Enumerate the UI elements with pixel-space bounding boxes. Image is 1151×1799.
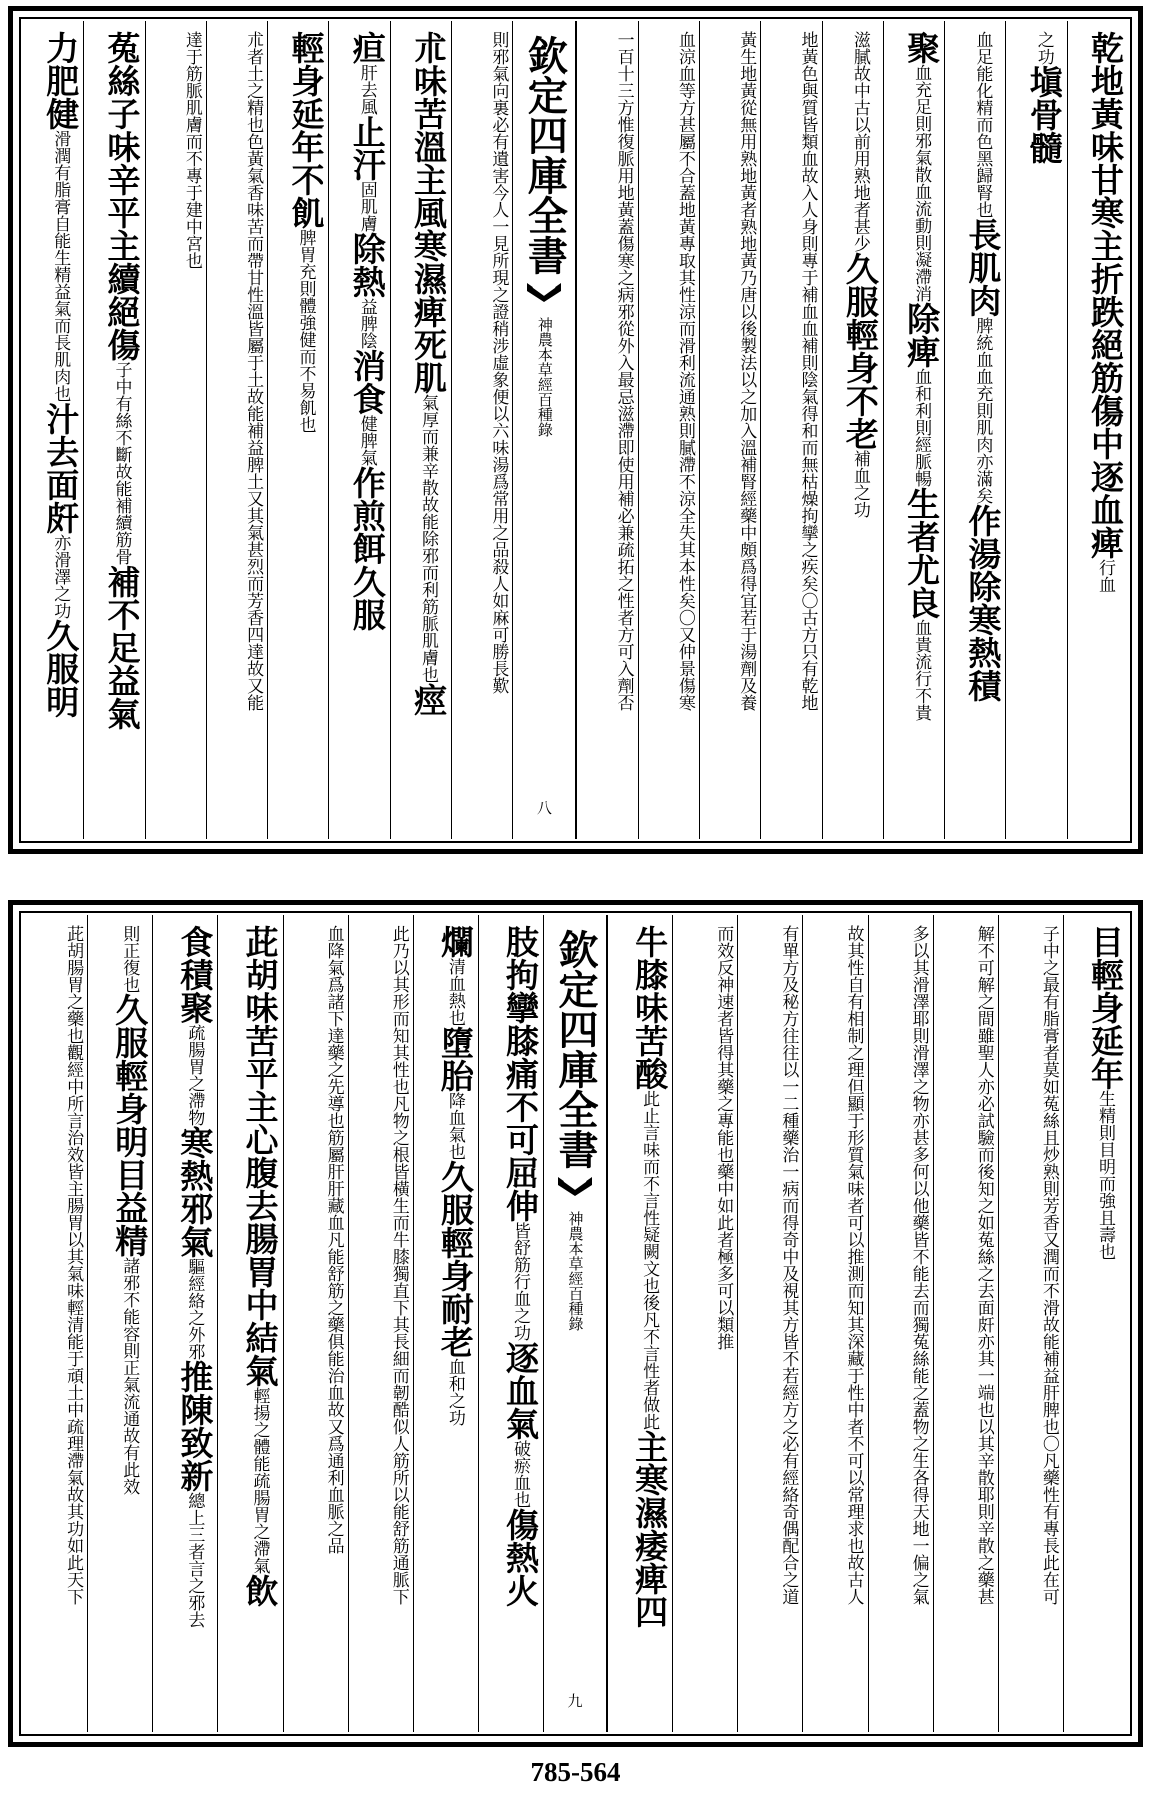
main-text-segment: 目輕身延年 xyxy=(1086,925,1125,1090)
text-column xyxy=(267,21,328,839)
text-column xyxy=(1005,21,1066,839)
commentary-text-segment: 有單方及秘方往往以一二種藥治一病而得奇中及視其方皆不若經方之必有經絡奇偶配合之道 xyxy=(778,925,799,1605)
commentary-text-segment: 行血 xyxy=(1095,559,1115,593)
main-text-segment: 爛 xyxy=(435,925,475,958)
main-text-segment: 塡骨髓 xyxy=(1024,65,1064,164)
main-text-segment: 食積聚 xyxy=(175,925,215,1024)
commentary-text-segment: 此止言味而不言性疑闕文也後凡不言性者做此 xyxy=(639,1090,660,1430)
commentary-text-segment: 滋膩故中古以前用熟地者甚少 xyxy=(849,31,870,252)
fish-tail-mark-icon xyxy=(556,1175,594,1197)
commentary-text-segment: 皆舒筋行血之功 xyxy=(510,1222,530,1341)
commentary-text-segment: 亦滑澤之功 xyxy=(50,534,71,619)
commentary-text-segment: 生精則目明而強且壽也 xyxy=(1095,1090,1115,1260)
text-column xyxy=(944,21,1005,839)
commentary-text-segment: 此乃以其形而知其性也凡物之根皆橫生而牛膝獨直下其長細而韌酷似人筋所以能舒筋通脈下 xyxy=(388,925,409,1605)
main-text-segment: 止汗 xyxy=(347,115,387,181)
center-margin-column xyxy=(543,915,607,1732)
text-columns-top xyxy=(23,21,1128,839)
page-panel-top xyxy=(8,6,1143,854)
folio-number: 八 xyxy=(534,800,553,815)
text-column xyxy=(283,915,348,1732)
text-column xyxy=(328,21,389,839)
commentary-text-segment: 達于筋脈肌膚而不專于建中宮也 xyxy=(181,31,202,269)
main-text-segment: 寒熱邪氣 xyxy=(175,1126,215,1258)
commentary-text-segment: 則邪氣向裏必有遺害今人一見所現之證稍涉虛象便以六味湯爲常用之品殺人如麻可勝長歎 xyxy=(488,31,509,694)
main-text-segment: 朮味苦溫主風寒濕痺死肌 xyxy=(409,31,449,394)
text-column xyxy=(478,915,543,1732)
commentary-text-segment: 輕揚之體能疏腸胃之滯氣 xyxy=(249,1387,270,1574)
text-column xyxy=(217,915,282,1732)
text-column xyxy=(152,915,217,1732)
commentary-text-segment: 血充足則邪氣散血流動則凝滯消 xyxy=(911,64,932,302)
main-text-segment: 消食 xyxy=(347,349,387,415)
commentary-text-segment: 一百十三方惟復脈用地黃蓋傷寒之病邪從外入最忌滋滯即使用補必兼疏拓之性者方可入劑否 xyxy=(613,31,634,711)
text-column xyxy=(760,21,821,839)
text-column xyxy=(87,915,152,1732)
text-column xyxy=(607,915,672,1732)
main-text-segment: 牛膝味苦酸 xyxy=(630,925,670,1090)
commentary-text-segment: 血涼血等方甚屬不合蓋地黃專取其性涼而滑利流通熟則膩滯不涼全失其本性矣〇又仲景傷寒 xyxy=(674,31,695,711)
text-column xyxy=(23,21,83,839)
text-column xyxy=(638,21,699,839)
text-column xyxy=(413,915,478,1732)
commentary-text-segment: 血和之功 xyxy=(444,1358,465,1426)
commentary-text-segment: 諸邪不能容則正氣流通故有此效 xyxy=(119,1257,140,1495)
commentary-text-segment: 多以其滑澤耶則滑澤之物亦甚多何以他藥皆不能去而獨菟絲能之蓋物之生各得天地一偏之氣 xyxy=(908,925,929,1605)
text-column xyxy=(390,21,451,839)
text-column xyxy=(1067,21,1128,839)
text-column xyxy=(1063,915,1128,1732)
commentary-text-segment: 則正復也 xyxy=(119,925,140,993)
main-text-segment: 久服輕身明目益精 xyxy=(110,993,150,1257)
commentary-text-segment: 而效反神速者皆得其藥之專能也藥中如此者極多可以類推 xyxy=(713,925,734,1350)
commentary-text-segment: 子中有絲不斷故能補續筋骨 xyxy=(111,361,132,565)
text-column xyxy=(145,21,206,839)
main-text-segment: 作煎餌久服 xyxy=(347,466,387,631)
main-text-segment: 作湯除寒熱積 xyxy=(963,504,1003,702)
commentary-text-segment: 清血熱也 xyxy=(444,958,465,1026)
main-text-segment: 茈胡味苦平主心腹去腸胃中結氣 xyxy=(240,925,280,1387)
text-column xyxy=(672,915,737,1732)
text-column xyxy=(822,21,883,839)
text-column xyxy=(206,21,267,839)
main-text-segment: 主寒濕痿痺四 xyxy=(630,1430,670,1628)
text-column xyxy=(802,915,867,1732)
main-text-segment: 飲 xyxy=(240,1574,280,1607)
main-text-segment: 墮胎 xyxy=(435,1026,475,1092)
main-text-segment: 補不足益氣 xyxy=(102,565,142,730)
commentary-text-segment: 降血氣也 xyxy=(444,1092,465,1160)
text-column xyxy=(83,21,144,839)
main-text-segment: 輕身延年不飢 xyxy=(286,31,326,229)
commentary-text-segment: 滑潤有脂膏自能生精益氣而長肌肉也 xyxy=(50,130,71,402)
commentary-text-segment: 氣厚而兼辛散故能除邪而利筋脈肌膚也 xyxy=(418,394,439,683)
main-text-segment: 汁去面皯 xyxy=(41,402,81,534)
commentary-text-segment: 固肌膚 xyxy=(356,181,377,232)
commentary-text-segment: 血降氣爲諸下達藥之先導也筋屬肝肝藏血凡能舒筋之藥俱能治血故又爲通利血脈之品 xyxy=(323,925,344,1554)
page-reference-number: 785-564 xyxy=(530,1757,621,1787)
main-text-segment: 聚 xyxy=(902,31,942,64)
commentary-text-segment: 益脾陰 xyxy=(356,298,377,349)
text-columns-bottom xyxy=(23,915,1128,1732)
commentary-text-segment: 解不可解之間雖聖人亦必試驗而後知之如菟絲之去面皯亦其一端也以其辛散耶則辛散之藥甚 xyxy=(973,925,994,1605)
main-text-segment: 疸 xyxy=(347,31,387,64)
commentary-text-segment: 肝去風 xyxy=(356,64,377,115)
commentary-text-segment: 破瘀血也 xyxy=(510,1440,530,1508)
commentary-text-segment: 子中之最有脂膏者莫如菟絲且炒熟則芳香又潤而不滑故能補益肝脾也〇凡藥性有專長此在可 xyxy=(1038,925,1059,1605)
commentary-text-segment: 地黃色與質皆類血故入人身則專于補血血補則陰氣得和而無枯燥拘攣之疾矣〇古方只有乾地 xyxy=(797,31,818,711)
book-header: 欽定四庫全書 xyxy=(552,929,599,1169)
main-text-segment: 乾地黃味甘寒主折跌絕筋傷中逐血痺 xyxy=(1086,31,1125,559)
folio-number: 九 xyxy=(565,1693,584,1708)
commentary-text-segment: 驅經絡之外邪 xyxy=(184,1258,205,1360)
text-column xyxy=(23,915,87,1732)
main-text-segment: 痙 xyxy=(409,683,449,716)
book-subtitle: 神農本草經百種錄 xyxy=(535,317,554,437)
commentary-text-segment: 朮者土之精也色黃氣香味苦而帶甘性溫皆屬于土故能補益脾土又其氣甚烈而芳香四達故又能 xyxy=(243,31,264,711)
commentary-text-segment: 健脾氣 xyxy=(356,415,377,466)
main-text-segment: 長肌肉 xyxy=(963,218,1003,317)
main-text-segment: 推陳致新 xyxy=(175,1360,215,1492)
main-text-segment: 力肥健 xyxy=(41,31,81,130)
commentary-text-segment: 血足能化精而色黑歸腎也 xyxy=(972,31,993,218)
text-column xyxy=(883,21,944,839)
text-column xyxy=(348,915,413,1732)
fish-tail-mark-icon xyxy=(525,281,563,303)
commentary-text-segment: 血和利則經脈暢 xyxy=(911,368,932,487)
commentary-text-segment: 之功 xyxy=(1033,31,1054,65)
commentary-text-segment: 補血之功 xyxy=(849,450,870,518)
text-column xyxy=(998,915,1063,1732)
book-header: 欽定四庫全書 xyxy=(521,35,569,275)
book-subtitle: 神農本草經百種錄 xyxy=(566,1211,585,1331)
commentary-text-segment: 脾統血血充則肌肉亦滿矣 xyxy=(972,317,993,504)
main-text-segment: 久服輕身耐老 xyxy=(435,1160,475,1358)
text-column xyxy=(576,21,637,839)
main-text-segment: 肢拘攣膝痛不可屈伸 xyxy=(501,925,540,1222)
main-text-segment: 逐血氣 xyxy=(501,1341,540,1440)
center-margin-column xyxy=(512,21,576,839)
commentary-text-segment: 黃生地黃從無用熟地黃者熟地黃乃唐以後製法以之加入溫補腎經藥中頗爲得宜若于湯劑及養 xyxy=(736,31,757,711)
commentary-text-segment: 脾胃充則體強健而不易飢也 xyxy=(295,229,316,433)
page-panel-bottom xyxy=(8,900,1143,1747)
main-text-segment: 除痺 xyxy=(902,302,942,368)
main-text-segment: 除熱 xyxy=(347,232,387,298)
text-column xyxy=(737,915,802,1732)
main-text-segment: 生者尤良 xyxy=(902,487,942,619)
text-column xyxy=(451,21,512,839)
main-text-segment: 久服明 xyxy=(41,619,81,718)
commentary-text-segment: 疏腸胃之滯物 xyxy=(184,1024,205,1126)
text-column xyxy=(868,915,933,1732)
commentary-text-segment: 血貴流行不貴 xyxy=(911,619,932,721)
main-text-segment: 傷熱火 xyxy=(501,1508,540,1607)
text-column xyxy=(933,915,998,1732)
commentary-text-segment: 茈胡腸胃之藥也觀經中所言治效皆主腸胃以其氣味輕清能于頑土中疏理滯氣故其功如此天下 xyxy=(63,925,84,1605)
commentary-text-segment: 故其性自有相制之理但顯于形質氣味者可以推測而知其深藏于性中者不可以常理求也故古人 xyxy=(843,925,864,1605)
main-text-segment: 久服輕身不老 xyxy=(840,252,880,450)
text-column xyxy=(699,21,760,839)
main-text-segment: 菟絲子味辛平主續絕傷 xyxy=(102,31,142,361)
commentary-text-segment: 總上三者言之邪去 xyxy=(184,1492,205,1628)
